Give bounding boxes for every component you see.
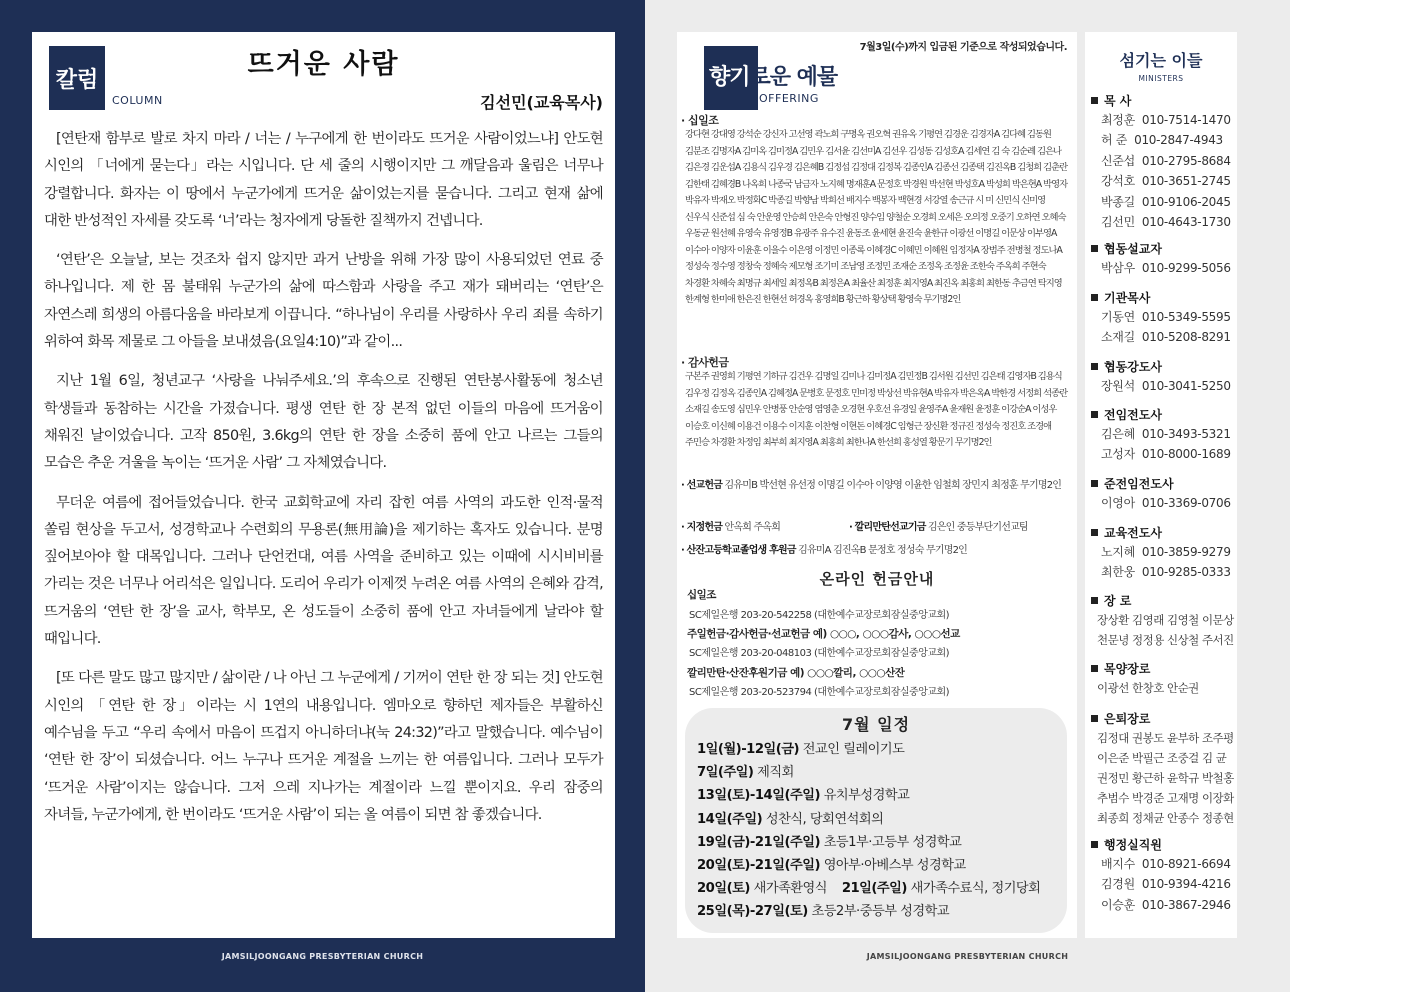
school-label: · 산잔고등학교졸업생 후원금 bbox=[681, 545, 796, 556]
school-offering bbox=[681, 541, 967, 556]
schedule-date: 14일(주일) bbox=[697, 811, 763, 827]
minister-name: 이영아 bbox=[1101, 496, 1135, 510]
offering-note: 7월3일(수)까지 입금된 기준으로 작성되었습니다. bbox=[859, 42, 1067, 53]
column-paragraph: [또 다른 말도 많고 많지만 / 삶이란 / 나 아닌 그 누군에게 / 기꺼이 연탄 한 장 되는 것] 안도현 시인의 「연탄 한 장」이라는 시 1연의 내용입니다. 엠마오로 향하던 제자들은 부활하신 예수님을 두고 “우리 속에서 마음이 뜨겁지 아니하더냐(눅 24:32)”라고 말했습니다. 예수님이 ‘연탄 한 장’이 되셨습니다. 어느 누구나 뜨거운 계절을 느끼는 한 여름입니다. 그러나 모두가 ‘뜨거운 사람’이지는 않습니다. 그저 으레 지나가는 계절이라 느낄 뿐이지요. 우리 잠중의 자녀들, 누군가에게, 한 번이라도 ‘뜨거운 사람’이 되는 올 여름이 되면 참 좋겠습니다. bbox=[44, 670, 603, 823]
schedule-title: 7월 일정 bbox=[841, 715, 911, 734]
minister-group bbox=[1091, 406, 1235, 465]
minister-group-head: 준전임전도사 bbox=[1091, 475, 1235, 493]
column-body bbox=[44, 126, 603, 841]
schedule-date: 20일(토) bbox=[697, 881, 750, 897]
minister-phone: 010-9394-4216 bbox=[1141, 877, 1231, 892]
minister-row bbox=[1091, 562, 1235, 582]
ministers-title: 섬기는 이들 bbox=[1119, 51, 1203, 70]
minister-name: 김은혜 bbox=[1101, 427, 1135, 441]
minister-group-head: 전임전도사 bbox=[1091, 406, 1235, 424]
schedule-list bbox=[697, 738, 1040, 924]
schedule-event: 초등1부·고등부 성경학교 bbox=[823, 834, 962, 850]
mission-offering bbox=[681, 478, 1073, 494]
column-paragraph: 지난 1월 6일, 청년교구 ‘사랑을 나눠주세요.’의 후속으로 진행된 연탄봉사활동에 청소년 학생들과 동참하는 시간을 가졌습니다. 평생 연탄 한 장 본적 없던 이들의 마음에 뜨거움이 채워진 날이었습니다. 고작 850원, 3.6kg의 연탄 한 장을 소중히 품에 안고 나르는 그들의 모습은 추운 겨울을 녹이는 ‘뜨거운 사람’ 그 자체였습니다. bbox=[44, 373, 603, 472]
minister-phone: 010-9285-0333 bbox=[1141, 565, 1231, 580]
minister-row bbox=[1091, 307, 1235, 327]
schedule-event: 초등2부·중등부 성경학교 bbox=[811, 904, 950, 920]
offering-title-part2: 로운 예물 bbox=[749, 65, 838, 90]
minister-phone: 010-5349-5595 bbox=[1141, 310, 1231, 324]
minister-phone: 010-3041-5250 bbox=[1141, 379, 1231, 393]
minister-group-head: 은퇴장로 bbox=[1091, 710, 1235, 728]
minister-row bbox=[1091, 542, 1235, 562]
schedule-event: 전교인 릴레이기도 bbox=[802, 742, 905, 757]
minister-name: 장원석 bbox=[1101, 379, 1135, 393]
mission-names: 김유미B 박선현 유선정 이명길 이수아 이양영 이윤한 임철희 장민지 최정훈 무기명2인 bbox=[724, 480, 1062, 491]
minister-group-head: 교육전도사 bbox=[1091, 524, 1235, 542]
online-account: SC제일은행 203-20-542258 (대한예수교장로회잠실중앙교회) bbox=[689, 610, 950, 621]
minister-group bbox=[1091, 592, 1235, 650]
minister-name: 이승훈 bbox=[1101, 897, 1135, 912]
minister-name: 김선민 bbox=[1101, 215, 1135, 230]
minister-row bbox=[1091, 192, 1235, 212]
minister-name: 최한웅 bbox=[1101, 565, 1135, 580]
minister-name: 허 준 bbox=[1101, 133, 1128, 148]
kalimantan-names: 김은인 중등부단기선교팀 bbox=[927, 522, 1028, 533]
schedule-date: 7일(주일) bbox=[697, 765, 754, 781]
minister-row bbox=[1091, 130, 1235, 150]
tithe-names: 강다현 강대영 강석순 강신자 고선영 곽노희 구명옥 권오혁 권유옥 기평연 김경운 김경자A 김다혜 김동원 김분조 김명자A 김미옥 김미정A 김민우 김서윤 김선미A 김선우 김성동 김성호A 김세연 김 숙 김순례 김은나 김은경 김운섭A 김용식 김우경 김은혜B 김정섭 김정대 김정복 김종인A 김종선 김종택 김진옥B 김청희 김춘란 김한태 김혜경B 나옥희 나종국 남금자 노지혜 명재훈A 문정호 박경원 박선현 박성호A 박성희 박은현A 박영자 박유자 박재오 박정화C 박종길 박향남 박희선 배지수 백봉자 백현경 서강열 송근규 시 미 신민식 신미영 신우식 신준섭 심 숙 안운영 안승희 안은숙 안형진 양수임 양철순 오경희 오세은 오의정 오중기 오하연 오혜숙 우동균 원선혜 유영숙 유영정B 유광주 유수진 윤동조 윤세현 윤진숙 윤한규 이광선 이명길 이문상 이부영A 이수아 이양자 이윤훈 이을수 이은영 이정민 이종록 이혜경C 이혜민 이혜원 임정자A 장범주 전병철 정도나A 정성숙 정수영 정창숙 정혜숙 제모형 조기미 조남영 조정민 조재순 조정옥 조정윤 조한숙 주옥희 주현숙 차경환 차혜숙 최명규 최세일 최정옥B 최정은A 최율산 최정훈 최지영A 최진옥 최홍희 최한동 추금연 탁지영 한계형 한미애 한은진 한현선 허경옥 홍영희B 황근하 황상택 황영숙 무기명2인 bbox=[685, 129, 1068, 305]
schedule-event: 유치부성경학교 bbox=[823, 788, 910, 804]
minister-row bbox=[1091, 151, 1235, 171]
minister-row bbox=[1091, 110, 1235, 130]
schedule-box bbox=[685, 708, 1067, 933]
schedule-date: 13일(토)-14일(주일) bbox=[697, 788, 820, 804]
column-paragraph: 무더운 여름에 접어들었습니다. 한국 교회학교에 자리 잡힌 여름 사역의 과도한 인적·물적 쏠림 현상을 두고서, 성경학교나 수련회의 무용론(無用論)을 제기하는 혹자도 있습니다. 분명 짚어보아야 할 대목입니다. 그러나 단언컨대, 여름 사역을 준비하고 있는 이때에 시시비비를 가리는 것은 너무나 어리석은 일입니다. 도리어 우리가 이제껏 누려온 여름 사역의 은혜와 감격, 뜨거움의 ‘연탄 한 장’을 교사, 학부모, 온 성도들이 소중히 품에 안고 자녀들에게 날라야 할 때입니다. bbox=[44, 494, 603, 648]
minister-phone: 010-3369-0706 bbox=[1141, 496, 1231, 510]
minister-group bbox=[1091, 660, 1235, 698]
minister-phone: 010-8921-6694 bbox=[1141, 857, 1231, 871]
minister-group-head: 기관목사 bbox=[1091, 289, 1235, 307]
schedule-date: 19일(금)-21일(주일) bbox=[697, 834, 820, 850]
designated-offering bbox=[681, 518, 780, 533]
designated-label: · 지정헌금 bbox=[681, 522, 723, 533]
minister-name: 신준섭 bbox=[1101, 153, 1135, 168]
schedule-event: 성찬식, 당회연석회의 bbox=[765, 811, 884, 827]
schedule-event: 제직회 bbox=[757, 765, 794, 781]
column-paragraph: ‘연탄’은 오늘날, 보는 것조차 쉽지 않지만 과거 난방을 위해 가장 많이 사용되었던 연료 중 하나입니다. 제 한 몸 불태워 누군가의 삶에 따스함과 사랑을 주고 재가 돼버리는 ‘연탄’은 자연스레 희생의 아름다움을 바라보게 이끕니다. “하나님이 우리를 사랑하사 우리 죄를 속하기 위하여 화목 제물로 그 아들을 보내셨음(요일4:10)”과 같이... bbox=[44, 252, 603, 351]
minister-row bbox=[1091, 171, 1235, 191]
minister-phone: 010-7514-1470 bbox=[1141, 113, 1231, 127]
minister-group-head: 행정실직원 bbox=[1091, 836, 1235, 854]
minister-phone: 010-9106-2045 bbox=[1141, 194, 1231, 209]
thanks-label: · 감사헌금 bbox=[681, 356, 729, 369]
tithe-label: · 십일조 bbox=[681, 114, 719, 127]
column-page bbox=[32, 32, 615, 938]
minister-name: 기동연 bbox=[1101, 310, 1135, 324]
minister-group-head: 장 로 bbox=[1091, 592, 1235, 610]
minister-group bbox=[1091, 358, 1235, 396]
column-badge: 칼럼 bbox=[49, 46, 105, 110]
pastoral-elder-names: 이광선 한창호 안순권 bbox=[1097, 681, 1199, 695]
schedule-date: 21일(주일) bbox=[841, 881, 907, 897]
kalimantan-label: · 깔리만탄선교기금 bbox=[849, 522, 926, 533]
school-names: 김유미A 김진옥B 문정호 정성숙 무기명2인 bbox=[798, 545, 968, 556]
schedule-item bbox=[697, 900, 1040, 923]
schedule-item bbox=[697, 784, 1040, 807]
minister-name: 최정훈 bbox=[1101, 113, 1135, 127]
minister-group bbox=[1091, 289, 1235, 348]
schedule-date: 20일(토)-21일(주일) bbox=[697, 858, 820, 874]
schedule-event: 새가족수료식, 정기당회 bbox=[910, 881, 1041, 897]
minister-group-head: 목양장로 bbox=[1091, 660, 1235, 678]
ministers-page bbox=[1085, 32, 1237, 938]
minister-phone: 010-5208-8291 bbox=[1141, 330, 1231, 345]
online-label: 깔리만탄·산잔후원기금 예) ○○○깔리, ○○○산잔 bbox=[687, 667, 905, 679]
minister-row bbox=[1091, 327, 1235, 347]
minister-name: 박종길 bbox=[1101, 194, 1135, 209]
offering-title-part1: 향기 bbox=[709, 65, 750, 90]
column-paragraph: [연탄재 함부로 발로 차지 마라 / 너는 / 누구에게 한 번이라도 뜨거운 사람이었느냐] 안도현 시인의 「너에게 묻는다」라는 시입니다. 단 세 줄의 시행이지만 그 깨달음과 울림은 너무나 강렬합니다. 화자는 이 땅에서 누군가에게 뜨거운 삶이었는지를 묻습니다. 그리고 현재 삶에 대한 반성적인 자세를 갖도록 ‘너’라는 청자에게 당돌한 질책까지 건넵니다. bbox=[44, 131, 603, 229]
right-footer: JAMSILJOONGANG PRESBYTERIAN CHURCH bbox=[866, 952, 1069, 961]
minister-row bbox=[1091, 424, 1235, 444]
minister-group bbox=[1091, 240, 1235, 278]
column-author: 김선민(교육목사) bbox=[480, 93, 603, 112]
schedule-item bbox=[697, 738, 1040, 761]
minister-row bbox=[1091, 376, 1235, 396]
ministers-title-en: MINISTERS bbox=[1138, 74, 1184, 83]
minister-row bbox=[1091, 493, 1235, 513]
offering-title-en: OFFERING bbox=[759, 92, 819, 105]
online-account: SC제일은행 203-20-048103 (대한예수교장로회잠실중앙교회) bbox=[689, 648, 950, 659]
left-footer: JAMSILJOONGANG PRESBYTERIAN CHURCH bbox=[221, 952, 424, 961]
minister-phone: 010-3867-2946 bbox=[1141, 897, 1231, 912]
retired-elder-names: 김정대 권봉도 윤부하 조주평 이은준 박필근 조중걸 김 균 권정민 황근하 윤학규 박철홍 추범수 박경준 고재명 이장화 최종희 정채균 안종수 정종현 bbox=[1097, 731, 1234, 825]
minister-phone: 010-2847-4943 bbox=[1134, 133, 1223, 148]
column-badge-en: COLUMN bbox=[112, 94, 163, 107]
minister-row bbox=[1091, 258, 1235, 278]
minister-group bbox=[1091, 710, 1235, 828]
minister-name: 소재길 bbox=[1101, 330, 1135, 345]
minister-phone: 010-9299-5056 bbox=[1141, 261, 1231, 275]
thanks-names: 구본주 권영희 기평연 기하규 김건우 김명일 김미나 김미정A 김민정B 김서원 김선민 김은태 김영자B 김용식 김우정 김정옥 김종인A 김혜정A 문병호 문정호 민미정 박상선 박유현A 박유자 박은옥A 박한경 서정희 석종란 소재길 송도영 심민우 안병풍 안순영 염영춘 오경현 우호선 유경일 윤영주A 윤재원 윤정훈 이강순A 이성우 이승호 이신혜 이용건 이용수 이지훈 이찬형 이현돈 이혜경C 임형근 장신환 정규진 정성숙 정진호 조경애 주민승 차경환 차정임 최부희 최지영A 최홍희 최한나A 한선희 홍성열 황문기 무기명2인 bbox=[685, 371, 1068, 448]
minister-group bbox=[1091, 836, 1235, 915]
minister-phone: 010-3651-2745 bbox=[1141, 174, 1231, 189]
minister-group bbox=[1091, 524, 1235, 583]
minister-group bbox=[1091, 475, 1235, 513]
schedule-item bbox=[697, 877, 1040, 900]
minister-phone: 010-4643-1730 bbox=[1141, 215, 1231, 230]
kalimantan-offering bbox=[849, 518, 1028, 533]
offering-page bbox=[677, 32, 1077, 938]
minister-phone: 010-8000-1689 bbox=[1141, 447, 1231, 462]
minister-row bbox=[1091, 854, 1235, 874]
designated-names: 안옥희 주옥희 bbox=[724, 522, 781, 533]
minister-group bbox=[1091, 92, 1235, 232]
minister-row bbox=[1091, 444, 1235, 464]
elder-names: 장상환 김영래 김영철 이문상 천문녕 정정용 신상철 주서진 bbox=[1097, 613, 1234, 647]
minister-phone: 010-2795-8684 bbox=[1141, 153, 1231, 168]
minister-group-head: 협동설교자 bbox=[1091, 240, 1235, 258]
minister-name: 배지수 bbox=[1101, 857, 1135, 871]
minister-group-head: 목 사 bbox=[1091, 92, 1235, 110]
schedule-item bbox=[697, 854, 1040, 877]
minister-name: 김경원 bbox=[1101, 877, 1135, 892]
minister-phone: 010-3859-9279 bbox=[1141, 545, 1231, 559]
online-label: 십일조 bbox=[687, 589, 716, 601]
column-title: 뜨거운 사람 bbox=[247, 49, 400, 80]
mission-label: · 선교헌금 bbox=[681, 480, 723, 491]
online-account: SC제일은행 203-20-523794 (대한예수교장로회잠실중앙교회) bbox=[689, 687, 950, 698]
minister-row bbox=[1091, 874, 1235, 894]
minister-name: 노지혜 bbox=[1101, 545, 1135, 559]
minister-row bbox=[1091, 895, 1235, 915]
schedule-event: 영아부·아베스부 성경학교 bbox=[823, 858, 966, 874]
schedule-item bbox=[697, 808, 1040, 831]
minister-name: 박삼우 bbox=[1101, 261, 1135, 275]
schedule-date: 25일(목)-27일(토) bbox=[697, 904, 808, 920]
offering-title bbox=[709, 60, 837, 91]
minister-name: 고성자 bbox=[1101, 447, 1135, 462]
minister-phone: 010-3493-5321 bbox=[1141, 427, 1231, 441]
online-label: 주일헌금·감사헌금·선교헌금 예) ○○○, ○○○감사, ○○○선교 bbox=[687, 628, 960, 640]
minister-row bbox=[1091, 212, 1235, 232]
minister-group-head: 협동강도사 bbox=[1091, 358, 1235, 376]
schedule-item bbox=[697, 761, 1040, 784]
schedule-date: 1일(월)-12일(금) bbox=[697, 742, 800, 757]
online-offering-title: 온라인 헌금안내 bbox=[819, 570, 935, 588]
schedule-event: 새가족환영식 bbox=[753, 881, 828, 897]
schedule-item bbox=[697, 831, 1040, 854]
minister-name: 강석호 bbox=[1101, 174, 1135, 189]
